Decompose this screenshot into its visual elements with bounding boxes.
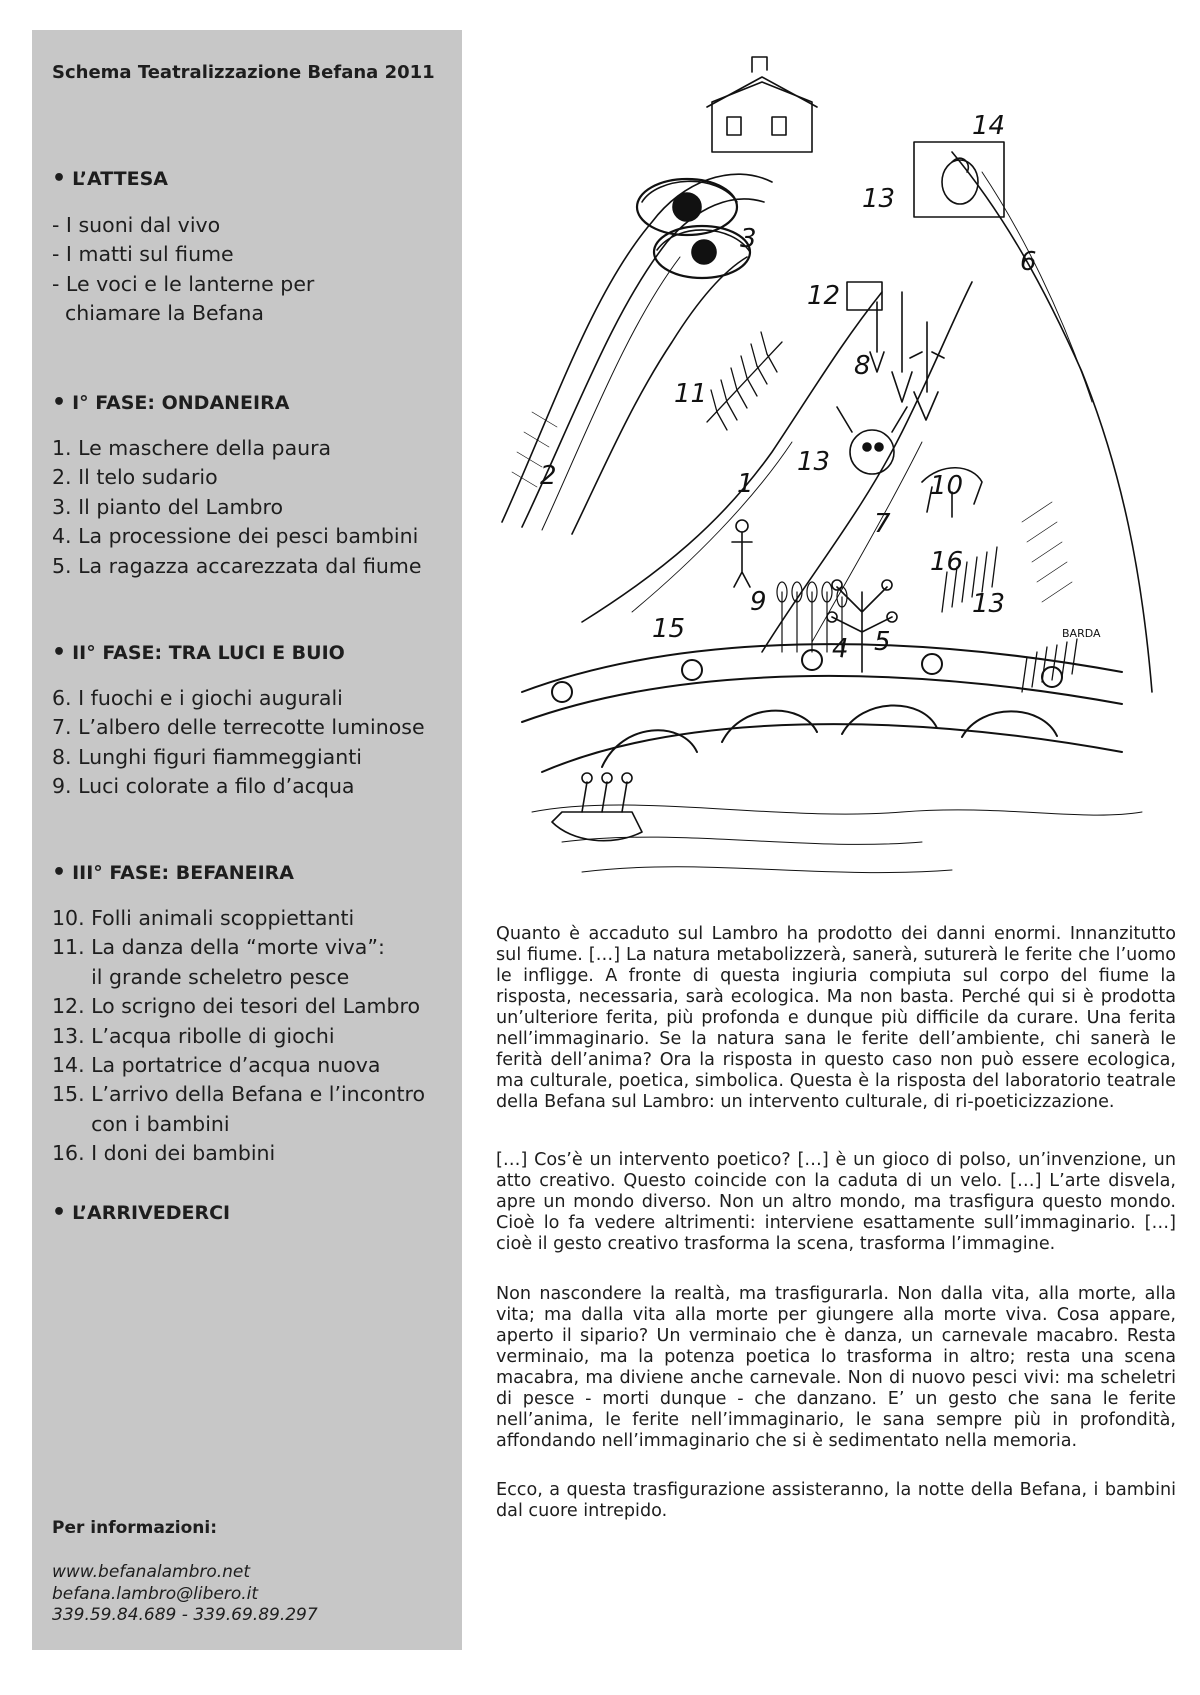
section-heading-fase-2: • II° FASE: TRA LUCI E BUIO — [52, 640, 345, 665]
scene-numbers — [540, 111, 1037, 664]
list-item: - I matti sul fiume — [52, 242, 234, 267]
scene-number: 13 — [862, 184, 896, 214]
embankment-rail — [522, 199, 764, 527]
list-item: 5. La ragazza accarezzata dal fiume — [52, 553, 422, 578]
info-heading: Per informazioni: — [52, 1518, 217, 1538]
bullet-icon: • — [52, 390, 67, 415]
body-paragraph: Non nascondere la realtà, ma trasfigurarla. Non dalla vita, alla morte, alla vita; ma dalla vita alla morte per giungere alla morte viva. Cosa appare, aperto il sipario? Un verminaio che è danza, un carnevale macabro. Resta verminaio, ma la potenza poetica lo trasforma in altro; resta una scena macabra, ma diviene anche carnevale. Non di nuovo pesci vivi: ma scheletri di pesce - morti dunque - che danzano. E’ un gesto che sana le ferite nell’anima, le ferite nell’immaginario, le sana sempre più in profondità, affondando nell’immaginario che si è sedimentato nella memoria. — [496, 1284, 1176, 1451]
list-item: 6. I fuochi e i giochi augurali — [52, 686, 343, 710]
list-item: 7. L’albero delle terrecotte luminose — [52, 715, 425, 740]
scene-number: 1 — [737, 469, 754, 499]
water-bearer-frame — [914, 142, 1004, 217]
contact-info — [52, 1562, 318, 1627]
list-fase-2 — [52, 684, 425, 802]
section-heading-arrivederci: • L’ARRIVEDERCI — [52, 1200, 231, 1225]
section-heading-attesa: • L’ATTESA — [52, 166, 168, 191]
scene-number: 4 — [832, 634, 849, 664]
bullet-icon: • — [52, 1200, 67, 1225]
list-fase-3 — [52, 904, 425, 1169]
list-attesa — [52, 211, 314, 329]
list-item: 2. Il telo sudario — [52, 465, 218, 490]
arched-bridge — [522, 644, 1122, 772]
body-paragraph: […] Cos’è un intervento poetico? […] è un gioco di polso, un’invenzione, un atto creativo. Questo coincide con la caduta di un velo. […] L’arte disvela, apre un mondo diverso. Non un altro mondo, ma trasfigura questo mondo. Cioè lo fa vedere altrimenti: interviene esattamente sull’immaginario. […] cioè il gesto creativo trasforma la scena, trasforma l’immagine. — [496, 1150, 1176, 1254]
list-item: 9. Luci colorate a filo d’acqua — [52, 774, 355, 799]
list-item: 16. I doni dei bambini — [52, 1141, 276, 1166]
list-item: 14. La portatrice d’acqua nuova — [52, 1053, 381, 1078]
river-left-bank — [582, 292, 882, 622]
scene-number: 16 — [930, 547, 964, 577]
scene-number: 11 — [674, 379, 708, 409]
river-right-bank — [762, 282, 972, 652]
list-item: 11. La danza della “morte viva”: — [52, 935, 385, 960]
scene-number: 7 — [874, 509, 891, 539]
list-item: 8. Lunghi figuri fiammeggianti — [52, 744, 362, 769]
scene-number: 12 — [807, 281, 841, 311]
bullet-icon: • — [52, 640, 67, 665]
email-link[interactable]: befana.lambro@libero.it — [52, 1583, 259, 1604]
bullet-icon: • — [52, 860, 67, 885]
river-map-illustration — [482, 52, 1172, 952]
list-item: il grande scheletro pesce — [52, 964, 350, 989]
bullet-icon: • — [52, 166, 67, 191]
scene-number: 5 — [874, 627, 891, 657]
list-item: 13. L’acqua ribolle di giochi — [52, 1023, 335, 1048]
scene-number: 2 — [540, 461, 557, 491]
list-item: 10. Folli animali scoppiettanti — [52, 906, 355, 930]
scene-number: 10 — [930, 471, 964, 501]
list-item: - Le voci e le lanterne per — [52, 271, 315, 296]
scene-number: 9 — [750, 587, 767, 617]
scene-number: 14 — [972, 111, 1006, 141]
scene-number: 13 — [972, 589, 1006, 619]
section-heading-fase-3: • III° FASE: BEFANEIRA — [52, 860, 295, 885]
list-item: 15. L’arrivo della Befana e l’incontro — [52, 1082, 426, 1107]
phone-numbers: 339.59.84.689 - 339.69.89.297 — [52, 1605, 318, 1625]
scene-number: 3 — [740, 224, 757, 254]
page-title: Schema Teatralizzazione Befana 2011 — [52, 62, 435, 83]
list-item: 4. La processione dei pesci bambini — [52, 524, 419, 549]
hatching — [512, 412, 1072, 602]
scene-number: 8 — [854, 351, 871, 381]
scene-number: 6 — [1020, 247, 1037, 277]
house-on-hill — [707, 57, 817, 152]
sidebar-panel — [32, 30, 462, 1650]
list-item: 3. Il pianto del Lambro — [52, 494, 284, 519]
list-item: - I suoni dal vivo — [52, 213, 221, 237]
list-item: con i bambini — [52, 1111, 230, 1136]
scene-number: 13 — [797, 447, 831, 477]
fish-skeletons — [707, 332, 782, 430]
list-fase-1 — [52, 434, 421, 581]
list-item: 12. Lo scrigno dei tesori del Lambro — [52, 994, 421, 1019]
eye-figures — [637, 179, 750, 278]
body-paragraph: Ecco, a questa trasfigurazione assisteranno, la notte della Befana, i bambini dal cuore intrepido. — [496, 1480, 1176, 1521]
scene-number: 15 — [652, 614, 686, 644]
list-item: 1. Le maschere della paura — [52, 436, 332, 460]
section-heading-fase-1: • I° FASE: ONDANEIRA — [52, 390, 290, 415]
website-link[interactable]: www.befanalambro.net — [52, 1562, 251, 1582]
list-item: chiamare la Befana — [52, 301, 264, 326]
artist-signature: BARDA — [1062, 627, 1101, 640]
body-paragraph: Quanto è accaduto sul Lambro ha prodotto dei danni enormi. Innanzitutto sul fiume. […] La natura metabolizzerà, sanerà, suturerà le ferite che l’uomo le infligge. A fronte di questa ingiuria compiuta sul corpo del fiume la risposta, necessaria, sarà ecologica. Ma non basta. Perché qui si è prodotta un’ulteriore ferita, più profonda e dunque più difficile da curare. Una ferita nell’immaginario. Se la natura sana le ferite dell’ambiente, chi sanerà le ferità dell’anima? Ora la risposta in questo caso non può essere ecologica, ma culturale, poetica, simbolica. Questa è la risposta del laboratorio teatrale della Befana sul Lambro: un intervento culturale, di ri-poeticizzazione. — [496, 924, 1176, 1112]
